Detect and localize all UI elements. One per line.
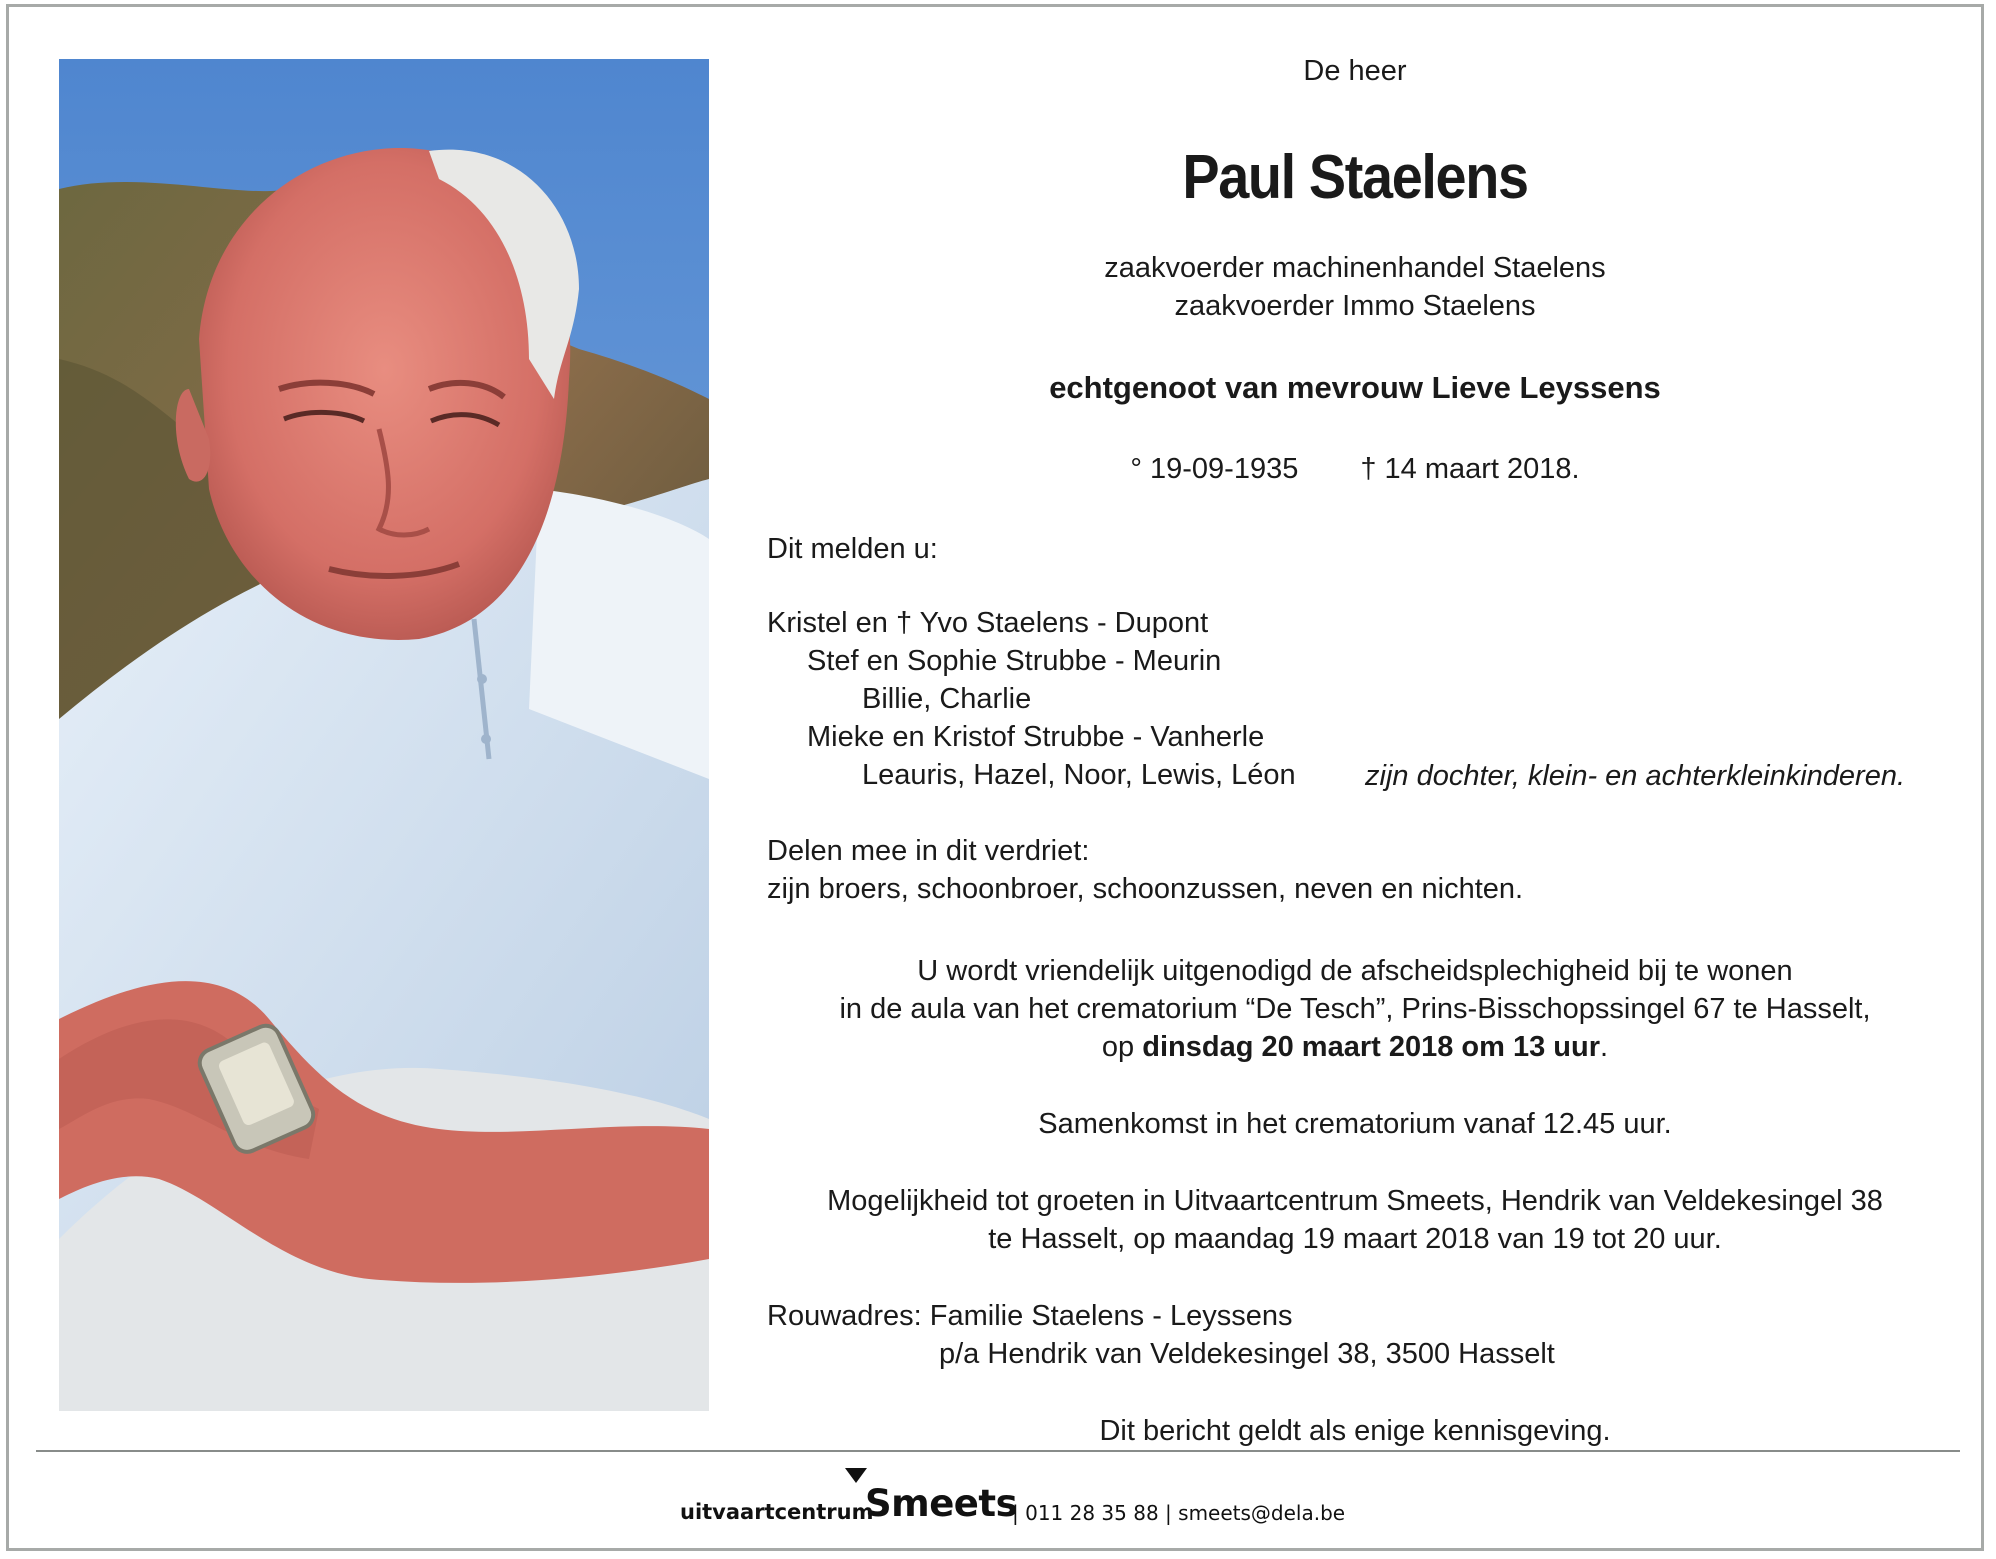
triangle-marker-icon bbox=[845, 1468, 867, 1483]
invite-pre: op bbox=[1101, 1031, 1143, 1063]
closing-note: Dit bericht geldt als enige kennisgeving. bbox=[1099, 1415, 1611, 1447]
footer-divider bbox=[36, 1450, 1960, 1452]
family-line: Stef en Sophie Strubbe - Meurin bbox=[807, 645, 1222, 677]
role-line: zaakvoerder machinenhandel Staelens bbox=[1104, 252, 1606, 284]
visit-line: te Hasselt, op maandag 19 maart 2018 van 19 tot 20 uur. bbox=[988, 1223, 1722, 1255]
share-intro: Delen mee in dit verdriet: bbox=[767, 835, 1090, 867]
announce-intro: Dit melden u: bbox=[767, 533, 938, 565]
address-line: Rouwadres: Familie Staelens - Leyssens bbox=[767, 1300, 1293, 1332]
share-list: zijn broers, schoonbroer, schoonzussen, neven en nichten. bbox=[767, 873, 1524, 905]
address-line: p/a Hendrik van Veldekesingel 38, 3500 Hasselt bbox=[939, 1338, 1555, 1370]
family-relation-note: zijn dochter, klein- en achterkleinkinderen. bbox=[1365, 760, 1906, 792]
mourning-address bbox=[767, 1297, 1555, 1373]
visitation-info bbox=[760, 1182, 1950, 1258]
portrait-photo bbox=[59, 59, 709, 1411]
ceremony-invitation bbox=[760, 952, 1950, 1066]
roles bbox=[760, 249, 1950, 325]
family-line: Leauris, Hazel, Noor, Lewis, Léon bbox=[862, 759, 1296, 791]
family-line: Billie, Charlie bbox=[862, 683, 1032, 715]
deceased-name: Paul Staelens bbox=[1182, 143, 1528, 212]
ceremony-datetime: dinsdag 20 maart 2018 om 13 uur bbox=[1142, 1031, 1600, 1063]
visit-line: Mogelijkheid tot groeten in Uitvaartcentrum Smeets, Hendrik van Veldekesingel 38 bbox=[827, 1185, 1883, 1217]
brand-logo: Smeets bbox=[865, 1482, 1018, 1525]
role-line: zaakvoerder Immo Staelens bbox=[1174, 290, 1536, 322]
gathering-note: Samenkomst in het crematorium vanaf 12.45 uur. bbox=[1038, 1108, 1672, 1140]
invite-line: U wordt vriendelijk uitgenodigd de afscheidsplechigheid bij te wonen bbox=[917, 955, 1793, 987]
family-list bbox=[767, 604, 1296, 794]
invite-line bbox=[760, 1028, 1950, 1066]
org-label: uitvaartcentrum bbox=[680, 1500, 874, 1524]
birth-date: ° 19-09-1935 bbox=[1130, 453, 1299, 485]
life-dates bbox=[760, 450, 1950, 488]
funeral-home-footer bbox=[680, 1468, 1480, 1528]
share-grief bbox=[767, 832, 1523, 908]
contact-info: | 011 28 35 88 | smeets@dela.be bbox=[1012, 1501, 1346, 1525]
family-line: Kristel en † Yvo Staelens - Dupont bbox=[767, 607, 1209, 639]
spouse-line: echtgenoot van mevrouw Lieve Leyssens bbox=[1049, 370, 1661, 405]
invite-post: . bbox=[1600, 1031, 1609, 1063]
honorific: De heer bbox=[1303, 55, 1407, 87]
family-line: Mieke en Kristof Strubbe - Vanherle bbox=[807, 721, 1265, 753]
invite-line: in de aula van het crematorium “De Tesch”, Prins-Bisschopssingel 67 te Hasselt, bbox=[839, 993, 1871, 1025]
death-date: † 14 maart 2018. bbox=[1360, 453, 1580, 485]
